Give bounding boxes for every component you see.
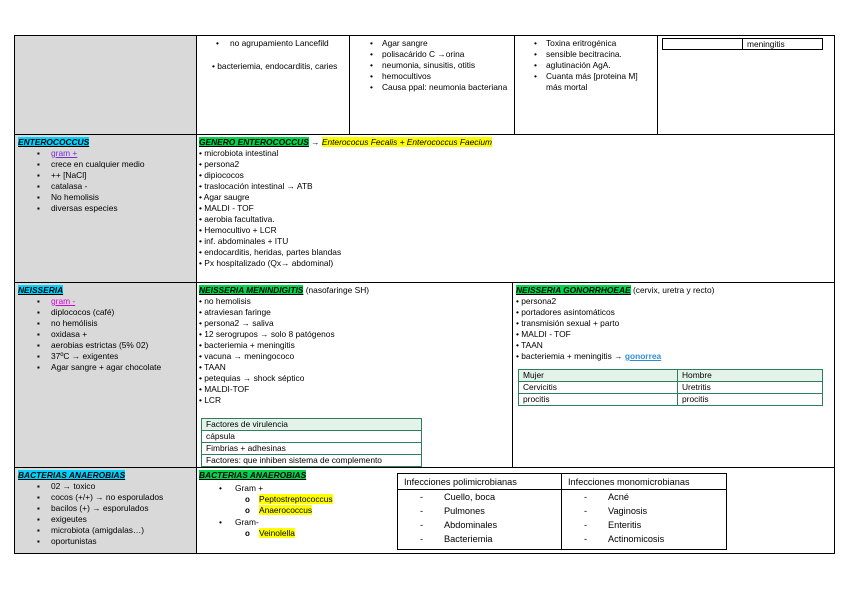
entero-title-text: ENTEROCOCCUS: [18, 137, 90, 147]
table-border-right: [834, 35, 835, 554]
list-item: • endocarditis, heridas, partes blandas: [199, 247, 509, 258]
list-item: • no hemolisis: [199, 296, 509, 307]
list-item: bacteriemia, endocarditis, caries: [217, 61, 338, 71]
list-item: ▪ No hemolisis: [15, 192, 195, 203]
table-cell: Cervicitis: [519, 382, 678, 394]
list-item: • TAAN: [516, 340, 826, 351]
list-item: • polisacárido C →orina: [360, 49, 510, 60]
gon-title-text: NEISSERIA GONORRHOEAE: [516, 285, 631, 295]
list-item: • 12 serogrupos → solo 8 patógenos: [199, 329, 509, 340]
men-list: [199, 296, 509, 406]
entero-title: [18, 137, 89, 148]
list-item: • Agar saugre: [199, 192, 509, 203]
list-item: ▪ aerobias estrictas (5% 02): [15, 340, 195, 351]
virulencia-header: Factores de virulencia: [202, 419, 422, 431]
list-item: • transmisión sexual + parto: [516, 318, 826, 329]
anaer-title2: [199, 470, 306, 481]
list-item: ▪ 02 → toxico: [15, 481, 195, 492]
row0-col2-list: [360, 38, 510, 93]
table-row: Fimbrias + adhesinas: [202, 443, 422, 455]
list-item: • traslocación intestinal → ATB: [199, 181, 509, 192]
gram-pos-label: • Gram +: [219, 483, 264, 493]
entero-list: [15, 148, 195, 214]
list-item: • dipiococos: [199, 170, 509, 181]
genero-list: [199, 148, 509, 269]
gram-pos-block: [199, 483, 389, 539]
list-item: - Abdominales: [398, 518, 558, 532]
list-item: • microbiota intestinal: [199, 148, 509, 159]
list-item: • MALDI - TOF: [199, 203, 509, 214]
list-item: ▪ catalasa -: [15, 181, 195, 192]
list-item: • aerobia facultativa.: [199, 214, 509, 225]
virulencia-table: [201, 418, 422, 467]
list-item: • Cuanta más [proteina M] más mortal: [524, 71, 652, 93]
mono-header: Infecciones monomicrobianas: [568, 477, 690, 487]
list-item: ▪ cocos (+/+) → no esporulados: [15, 492, 195, 503]
species-text: Enterococus Fecalis + Enterococcus Faecium: [321, 137, 492, 147]
men-title-text: NEISSERIA MENINDIGITIS: [199, 285, 304, 295]
list-item: - Actinomicosis: [562, 532, 722, 546]
list-item: - Acné: [562, 490, 722, 504]
table-row: cápsula: [202, 431, 422, 443]
list-item: • MALDI - TOF: [516, 329, 826, 340]
genero-title-text: GENERO ENTEROCOCCUS: [199, 137, 309, 147]
poli-list: [398, 490, 558, 546]
list-item: • vacuna → meningococo: [199, 351, 509, 362]
row0-col1-item2: • bacteriemia, endocarditis, caries: [212, 61, 338, 71]
anaer-list: [15, 481, 195, 547]
list-item: ▪ gram -: [15, 296, 195, 307]
row0-divider-b: [514, 35, 515, 134]
infecciones-table: [397, 473, 727, 550]
list-item: • bacteriemia + meningitis: [199, 340, 509, 351]
neisseria-title-text: NEISSERIA: [18, 285, 64, 295]
list-item: • no agrupamiento Lancefild: [206, 38, 346, 49]
list-item: • Causa ppal: neumonia bacteriana: [360, 82, 510, 93]
gonorrea-link[interactable]: gonorrea: [624, 351, 662, 361]
list-item: ▪ gram +: [15, 148, 195, 159]
list-item: ▪ bacilos (+) → esporulados: [15, 503, 195, 514]
list-item: - Bacteriemia: [398, 532, 558, 546]
neisseria-list: [15, 296, 195, 373]
list-item: • LCR: [199, 395, 509, 406]
row0-col1-list: [206, 38, 346, 49]
list-item: - Enteritis: [562, 518, 722, 532]
list-item: - Vaginosis: [562, 504, 722, 518]
list-item: ▪ oportunistas: [15, 536, 195, 547]
list-item: ▪ microbiota (amigdalas…): [15, 525, 195, 536]
row0-divider-a: [349, 35, 350, 134]
gon-note: (cervix, uretra y recto): [630, 285, 715, 295]
list-item: • aglutinación AgA.: [524, 60, 652, 71]
list-item: • TAAN: [199, 362, 509, 373]
list-item: ▪ no hemólisis: [15, 318, 195, 329]
list-item: • Hemocultivo + LCR: [199, 225, 509, 236]
list-item: • inf. abdominales + ITU: [199, 236, 509, 247]
list-item: ▪ crece en cualquier medio: [15, 159, 195, 170]
gon-list: [516, 296, 826, 362]
list-item: ▪ exigeutes: [15, 514, 195, 525]
list-item: ▪ ++ [NaCl]: [15, 170, 195, 181]
list-item: - Pulmones: [398, 504, 558, 518]
list-item: • petequias → shock séptico: [199, 373, 509, 384]
gon-title: [516, 285, 714, 296]
anaer-title: [18, 470, 125, 481]
anaer-title2-text: BACTERIAS ANAEROBIAS: [199, 470, 307, 480]
table-border-bottom: [14, 553, 835, 554]
table-border-top: [14, 35, 835, 36]
list-item: ▪ Agar sangre + agar chocolate: [15, 362, 195, 373]
table-cell: Uretritis: [678, 382, 823, 394]
list-item: • neumonia, sinusitis, otitis: [360, 60, 510, 71]
poli-header: Infecciones polimicrobianas: [404, 477, 517, 487]
list-item: • Toxina eritrogénica: [524, 38, 652, 49]
row0-divider-c: [657, 35, 658, 134]
meningitis-box-divider: [742, 38, 743, 50]
list-item: • persona2: [199, 159, 509, 170]
sex-table: [518, 369, 823, 406]
arrow-text: →: [308, 137, 322, 147]
list-item: - Cuello, boca: [398, 490, 558, 504]
list-item: • Px hospitalizado (Qx→ abdominal): [199, 258, 509, 269]
men-title: [199, 285, 369, 296]
table-row: Factores: que inhiben sistema de complemento: [202, 455, 422, 467]
list-item: • persona2 → saliva: [199, 318, 509, 329]
gram-neg-label: • Gram-: [219, 517, 259, 527]
list-item: ▪ diplococos (café): [15, 307, 195, 318]
anaer-title-text: BACTERIAS ANAEROBIAS: [18, 470, 126, 480]
list-item: • portadores asintomáticos: [516, 307, 826, 318]
list-item: o Veinolella: [199, 528, 389, 539]
mujer-header: Mujer: [519, 370, 678, 382]
genero-title: [199, 137, 492, 148]
row0-col3-list: [524, 38, 652, 93]
meningitis-label: meningitis: [747, 39, 785, 49]
list-item: ▪ diversas especies: [15, 203, 195, 214]
list-item: • atraviesan faringe: [199, 307, 509, 318]
hombre-header: Hombre: [678, 370, 823, 382]
mono-list: [562, 490, 722, 546]
list-item: • Agar sangre: [360, 38, 510, 49]
list-item: • hemocultivos: [360, 71, 510, 82]
neisseria-mid-divider: [512, 282, 513, 467]
table-cell: procitis: [678, 394, 823, 406]
list-item: • persona2: [516, 296, 826, 307]
list-item: o Peptostreptococcus: [199, 494, 389, 505]
list-item: o Anaerococcus: [199, 505, 389, 516]
list-item: ▪ oxidasa +: [15, 329, 195, 340]
col-divider: [196, 35, 197, 554]
row0-left-cell: [14, 36, 196, 134]
list-item: • MALDI-TOF: [199, 384, 509, 395]
list-item: • sensible becitracina.: [524, 49, 652, 60]
list-item: • bacteriemia + meningitis → gonorrea: [516, 351, 826, 362]
neisseria-title: [18, 285, 63, 296]
table-cell: procitis: [519, 394, 678, 406]
men-note: (nasofaringe SH): [303, 285, 370, 295]
list-item: ▪ 37ºC → exigentes: [15, 351, 195, 362]
